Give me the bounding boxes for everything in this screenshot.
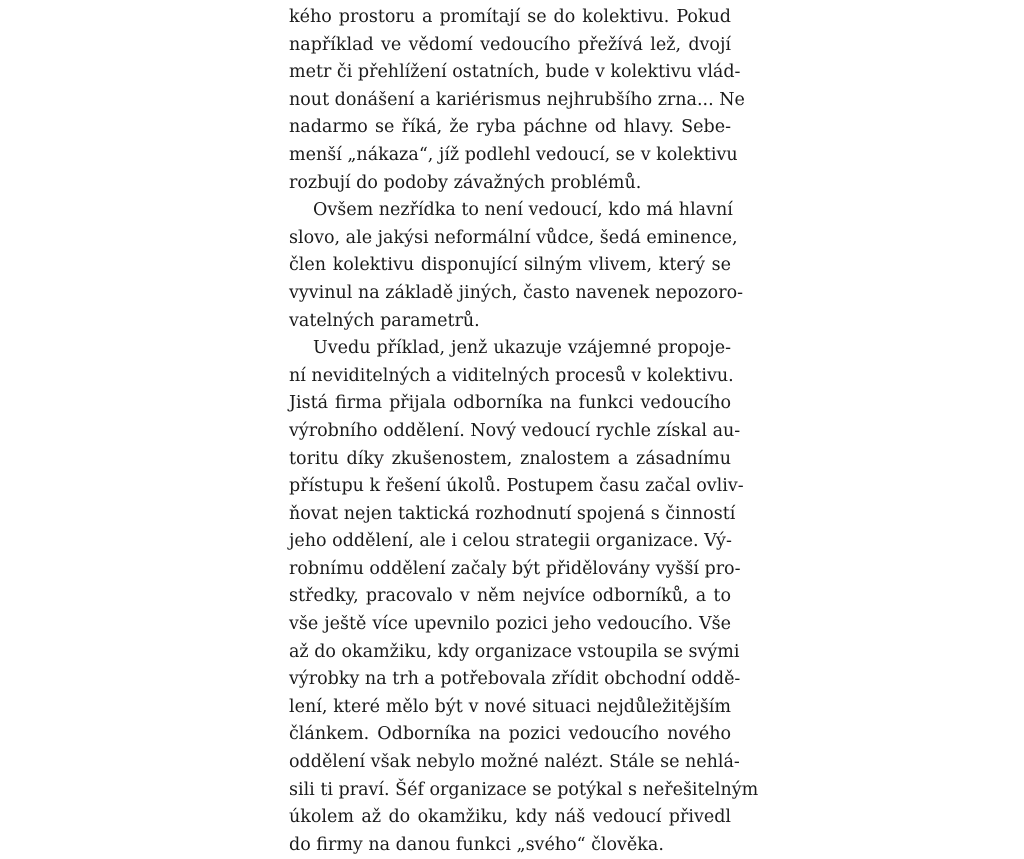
- text-line: člen kolektivu disponující silným vlivem, který se: [289, 255, 731, 276]
- text-line: sili ti praví. Šéf organizace se potýkal s neřešitelným: [289, 779, 759, 800]
- text-line: výrobního oddělení. Nový vedoucí rychle získal au-: [289, 420, 741, 441]
- text-line: ňovat nejen taktická rozhodnutí spojená s činností: [289, 503, 736, 524]
- text-line: článkem. Odborníka na pozici vedoucího nového: [289, 724, 731, 745]
- paragraph-3: [289, 335, 759, 859]
- text-line: menší „nákaza“, jíž podlehl vedoucí, se v kolektivu: [289, 144, 738, 165]
- text-line: vše ještě více upevnilo pozici jeho vedoucího. Vše: [289, 614, 731, 635]
- paragraph-1: [289, 4, 745, 197]
- text-line: vyvinul na základě jiných, často navenek nepozoro-: [289, 282, 744, 303]
- text-line: úkolem až do okamžiku, kdy náš vedoucí přivedl: [289, 807, 731, 828]
- text-line: robnímu oddělení začaly být přidělovány vyšší pro-: [289, 558, 741, 579]
- text-line: do firmy na danou funkci „svého“ člověka.: [289, 834, 664, 855]
- text-line: nout donášení a kariérismus nejhrubšího zrna... Ne: [289, 89, 745, 110]
- body-text: [289, 4, 759, 859]
- text-line: vatelných parametrů.: [289, 310, 480, 331]
- text-line: nadarmo se říká, že ryba páchne od hlavy. Sebe-: [289, 117, 731, 138]
- text-line: slovo, ale jakýsi neformální vůdce, šedá eminence,: [289, 227, 738, 248]
- text-line: toritu díky zkušenostem, znalostem a zásadnímu: [289, 448, 731, 469]
- text-line: například ve vědomí vedoucího přežívá lež, dvojí: [289, 34, 731, 55]
- text-line: Ovšem nezřídka to není vedoucí, kdo má hlavní: [313, 200, 733, 221]
- text-line: metr či přehlížení ostatních, bude v kolektivu vlád-: [289, 62, 741, 83]
- text-line: středky, pracovalo v něm nejvíce odborníků, a to: [289, 586, 731, 607]
- text-line: Uvedu příklad, jenž ukazuje vzájemné propoje-: [313, 338, 731, 359]
- text-line: ní neviditelných a viditelných procesů v kolektivu.: [289, 365, 734, 386]
- text-line: Jistá firma přijala odborníka na funkci vedoucího: [289, 393, 731, 414]
- text-line: výrobky na trh a potřebovala zřídit obchodní oddě-: [289, 669, 741, 690]
- text-line: kého prostoru a promítají se do kolektivu. Pokud: [289, 7, 731, 27]
- text-line: rozbují do podoby závažných problémů.: [289, 172, 642, 193]
- text-line: oddělení však nebylo možné nalézt. Stále se nehlá-: [289, 752, 740, 773]
- text-line: jeho oddělení, ale i celou strategii organizace. Vý-: [289, 531, 732, 552]
- text-line: až do okamžiku, kdy organizace vstoupila se svými: [289, 641, 740, 662]
- paragraph-2: [289, 197, 744, 335]
- text-line: přístupu k řešení úkolů. Postupem času začal ovliv-: [289, 476, 744, 497]
- text-line: lení, které mělo být v nové situaci nejdůležitějším: [289, 696, 731, 717]
